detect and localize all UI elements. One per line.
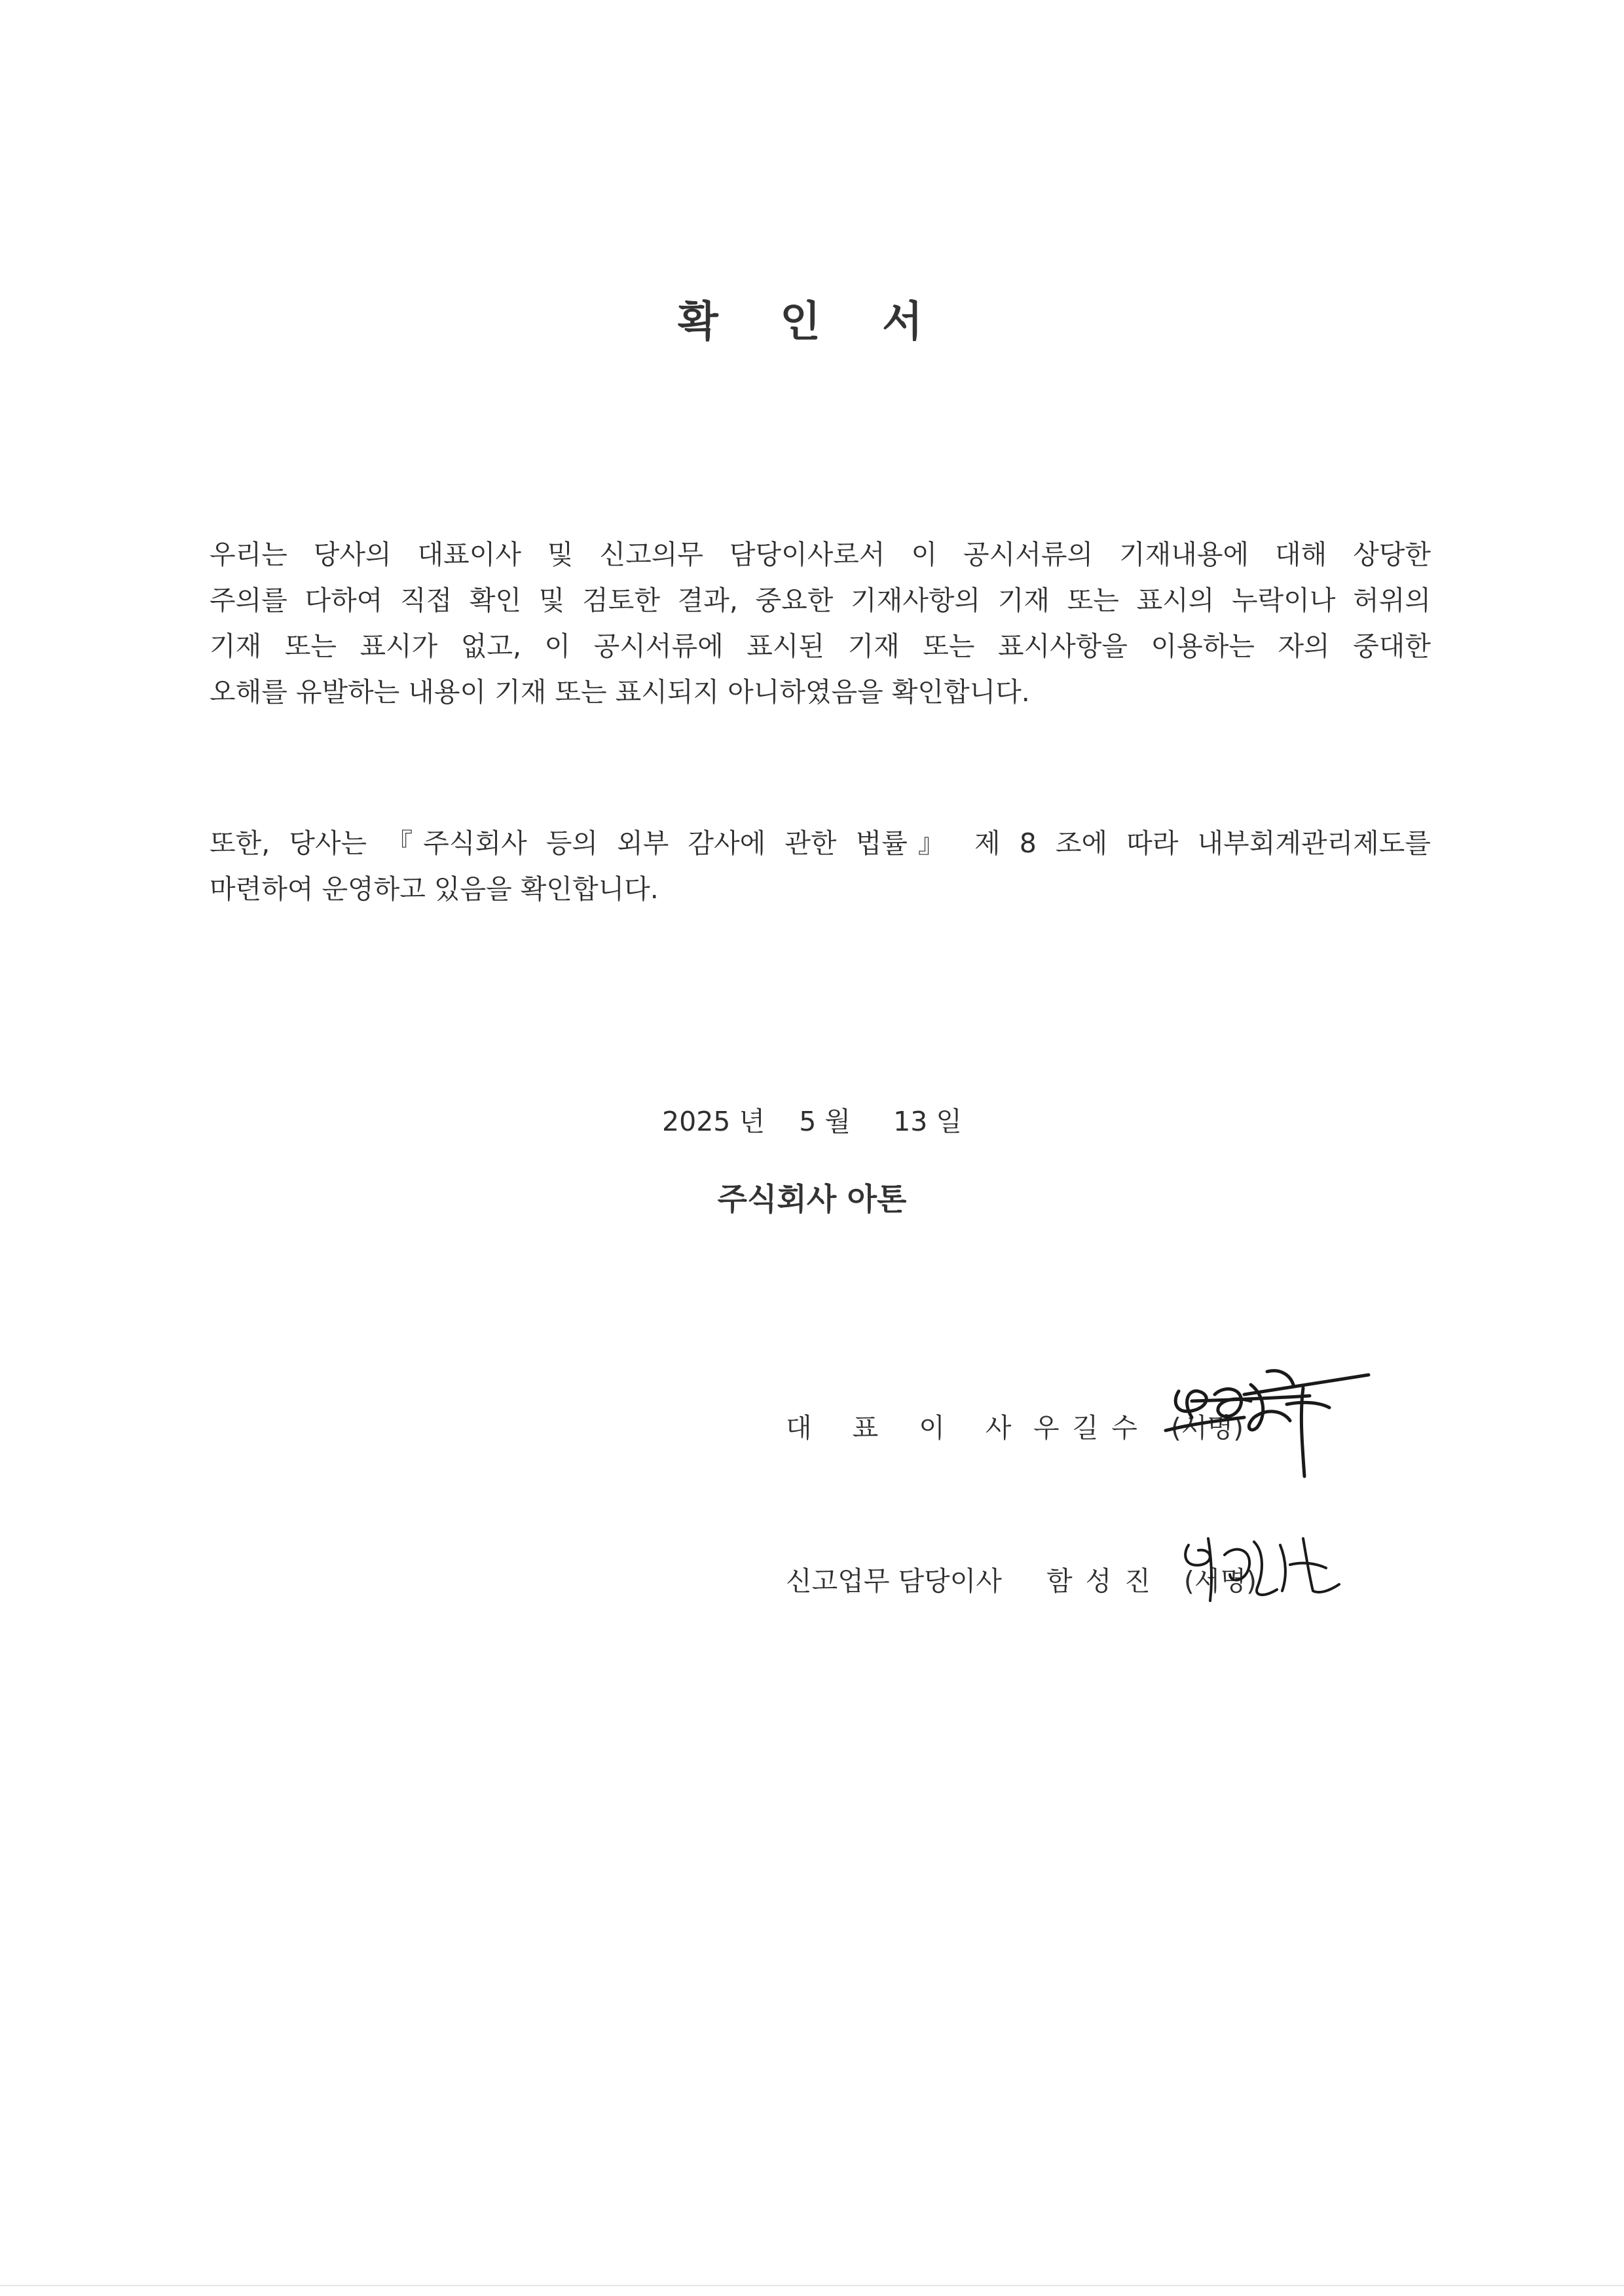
ceo-signature-line xyxy=(786,1406,1244,1445)
date-month: 5 xyxy=(799,1106,817,1137)
paragraph-line: 오해를 유발하는 내용이 기재 또는 표시되지 아니하였음을 확인합니다. xyxy=(210,676,1030,708)
document-date xyxy=(0,1100,1624,1139)
document-title: 확 인 서 xyxy=(677,298,947,346)
company-name: 주식회사 아톤 xyxy=(717,1182,907,1218)
paragraph-line: 또한, 당사는 『주식회사 등의 외부 감사에 관한 법률』 제 8 조에 따라 내부회계관리제도를 xyxy=(210,828,1431,859)
date-year-unit: 년 xyxy=(739,1106,766,1137)
internal-control-paragraph xyxy=(210,820,1431,912)
signer-role: 대표이사 xyxy=(786,1412,1052,1444)
date-month-unit: 월 xyxy=(824,1106,851,1137)
signature-placeholder: (서명) xyxy=(1183,1565,1257,1597)
disclosure-officer-signature-line xyxy=(786,1559,1257,1598)
signer-name: 우길수 xyxy=(1033,1412,1151,1444)
page-bottom-rule xyxy=(0,2285,1624,2286)
signer-role: 신고업무 담당이사 xyxy=(786,1565,1002,1597)
date-day: 13 xyxy=(893,1106,928,1137)
paragraph-line: 우리는 당사의 대표이사 및 신고의무 담당이사로서 이 공시서류의 기재내용에 대해 상당한 xyxy=(210,539,1431,570)
paragraph-line: 기재 또는 표시가 없고, 이 공시서류에 표시된 기재 또는 표시사항을 이용하는 자의 중대한 xyxy=(210,630,1431,662)
paragraph-line: 주의를 다하여 직접 확인 및 검토한 결과, 중요한 기재사항의 기재 또는 표시의 누락이나 허위의 xyxy=(210,585,1431,616)
confirmation-paragraph xyxy=(210,532,1431,715)
paragraph-line: 마련하여 운영하고 있음을 확인합니다. xyxy=(210,873,659,905)
signer-name: 함성진 xyxy=(1046,1565,1164,1597)
date-day-unit: 일 xyxy=(936,1106,962,1137)
signature-placeholder: (서명) xyxy=(1170,1412,1244,1444)
date-year: 2025 xyxy=(662,1106,731,1137)
